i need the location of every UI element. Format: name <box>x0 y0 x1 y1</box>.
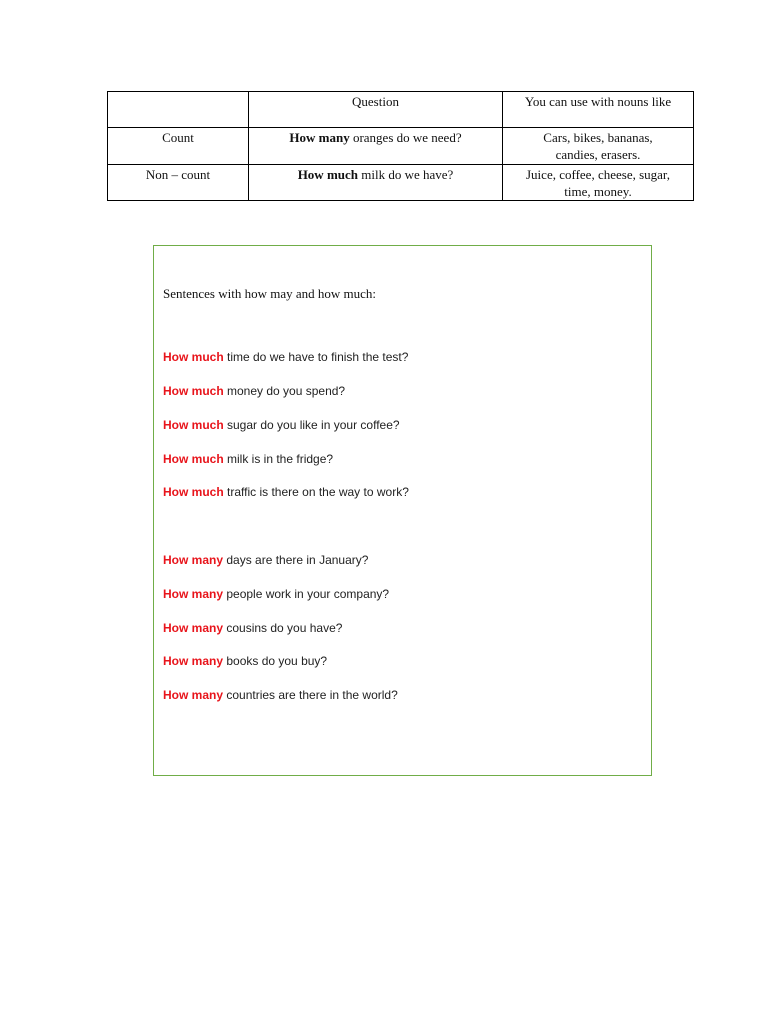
row-label: Count <box>108 128 249 165</box>
sentence-keyword: How much <box>163 350 224 364</box>
table-header-row <box>108 92 694 128</box>
sentence-item <box>163 621 342 635</box>
question-keyword: How many <box>289 130 350 145</box>
table-row-count <box>108 128 694 165</box>
table-row-noncount <box>108 165 694 201</box>
sentence-keyword: How many <box>163 654 224 668</box>
question-rest: oranges do we need? <box>349 130 462 145</box>
row-nouns <box>503 128 694 165</box>
sentence-item <box>163 553 368 567</box>
header-cell-nouns: You can use with nouns like <box>503 92 694 128</box>
question-keyword: How much <box>297 167 358 182</box>
header-cell-question: Question <box>249 92 503 128</box>
sentence-text: cousins do you have? <box>223 621 343 635</box>
header-cell-empty <box>108 92 249 128</box>
sentence-keyword: How much <box>163 418 224 432</box>
sentence-text: traffic is there on the way to work? <box>223 485 409 499</box>
sentence-item <box>163 485 409 499</box>
sentence-text: books do you buy? <box>223 654 328 668</box>
sentence-text: time do we have to finish the test? <box>223 350 409 364</box>
sentence-item <box>163 418 400 432</box>
sentence-item <box>163 654 327 668</box>
row-nouns <box>503 165 694 201</box>
sentence-item <box>163 384 345 398</box>
sentence-keyword: How many <box>163 621 224 635</box>
sentence-item <box>163 452 333 466</box>
sentence-text: sugar do you like in your coffee? <box>223 418 400 432</box>
sentence-keyword: How many <box>163 553 224 567</box>
sentence-keyword: How much <box>163 452 224 466</box>
sentence-keyword: How much <box>163 384 224 398</box>
row-question <box>249 128 503 165</box>
row-label: Non – count <box>108 165 249 201</box>
sentence-keyword: How much <box>163 485 224 499</box>
sentence-text: people work in your company? <box>223 587 390 601</box>
nouns-line: time, money. <box>564 184 632 199</box>
box-heading: Sentences with how may and how much: <box>163 286 377 301</box>
sentence-text: money do you spend? <box>223 384 346 398</box>
sentence-item <box>163 587 389 601</box>
row-question <box>249 165 503 201</box>
sentence-keyword: How many <box>163 688 224 702</box>
nouns-line: Cars, bikes, bananas, <box>543 130 653 145</box>
nouns-line: Juice, coffee, cheese, sugar, <box>526 167 670 182</box>
sentence-item <box>163 350 408 364</box>
sentence-keyword: How many <box>163 587 224 601</box>
grammar-table <box>107 91 694 201</box>
nouns-line: candies, erasers. <box>555 147 641 162</box>
sentence-item <box>163 688 398 702</box>
sentence-box <box>153 245 652 776</box>
question-rest: milk do we have? <box>358 167 454 182</box>
sentence-text: days are there in January? <box>223 553 369 567</box>
sentence-text: milk is in the fridge? <box>223 452 334 466</box>
sentence-text: countries are there in the world? <box>223 688 398 702</box>
